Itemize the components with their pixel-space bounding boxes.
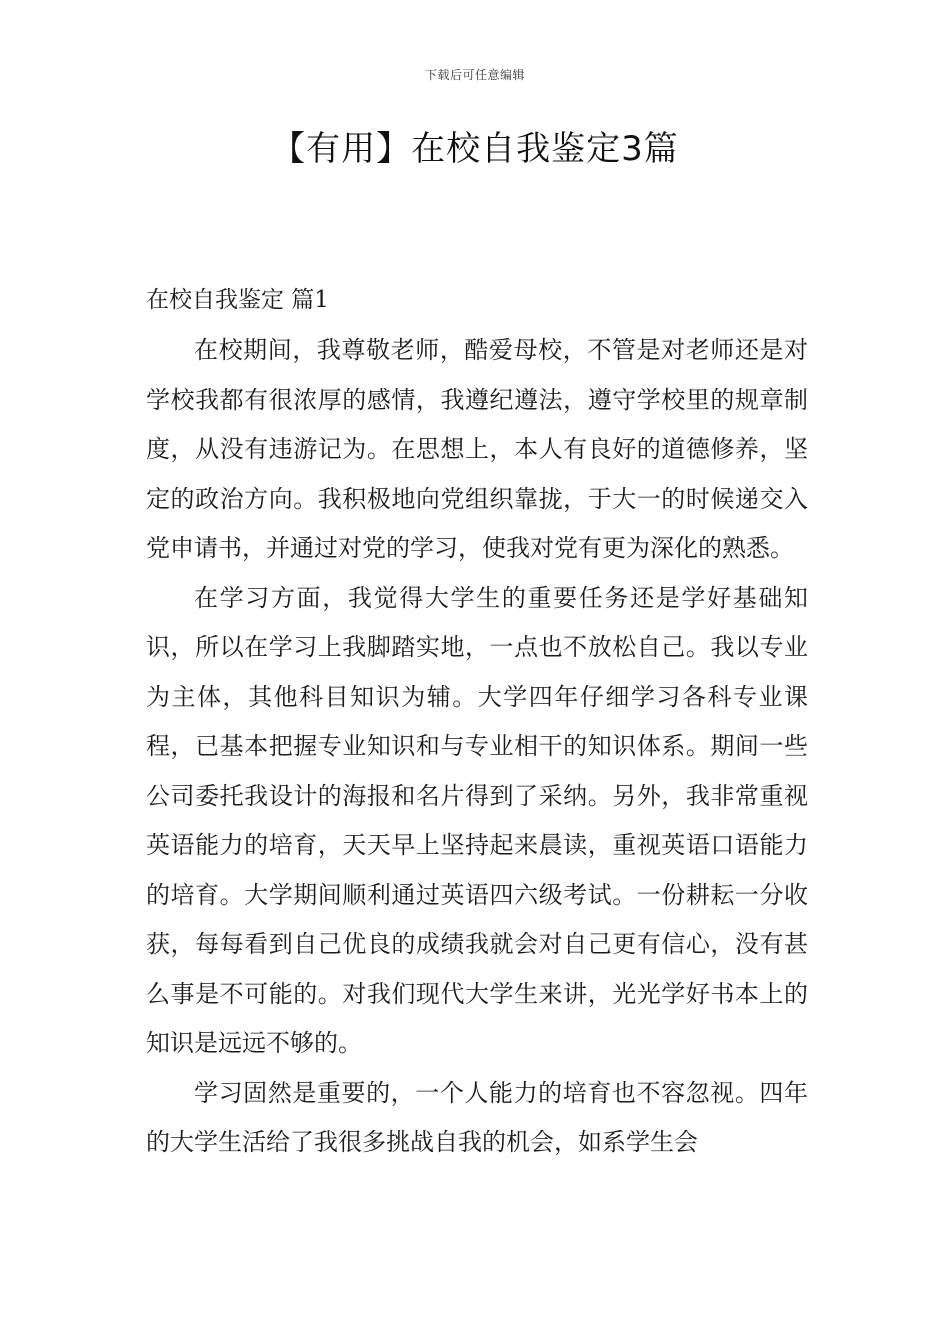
paragraph-conduct: 在校期间，我尊敬老师，酷爱母校，不管是对老师还是对学校我都有很浓厚的感情，我遵纪遵法，遵守学校里的规章制度，从没有违游记为。在思想上，本人有良好的道德修养，坚定的政治方向。我积极地向党组织靠拢，于大一的时候递交入党申请书，并通过对党的学习，使我对党有更为深化的熟悉。 <box>146 336 808 562</box>
document-body <box>146 326 808 1168</box>
document-title: 【有用】在校自我鉴定3篇 <box>271 129 679 169</box>
paragraph-ability: 学习固然是重要的，一个人能力的培育也不容忽视。四年的大学生活给了我很多挑战自我的机会，如系学生会 <box>146 1078 808 1156</box>
download-note: 下载后可任意编辑 <box>424 68 525 82</box>
paragraph-study: 在学习方面，我觉得大学生的重要任务还是学好基础知识，所以在学习上我脚踏实地，一点也不放松自己。我以专业为主体，其他科目知识为辅。大学四年仔细学习各科专业课程，已基本把握专业知识和与专业相干的知识体系。期间一些公司委托我设计的海报和名片得到了采纳。另外，我非常重视英语能力的培育，天天早上坚持起来晨读，重视英语口语能力的培育。大学期间顺利通过英语四六级考试。一份耕耘一分收获，每每看到自己优良的成绩我就会对自己更有信心，没有甚么事是不可能的。对我们现代大学生来讲，光光学好书本上的知识是远远不够的。 <box>146 583 808 1057</box>
section-heading: 在校自我鉴定 篇1 <box>146 287 329 313</box>
